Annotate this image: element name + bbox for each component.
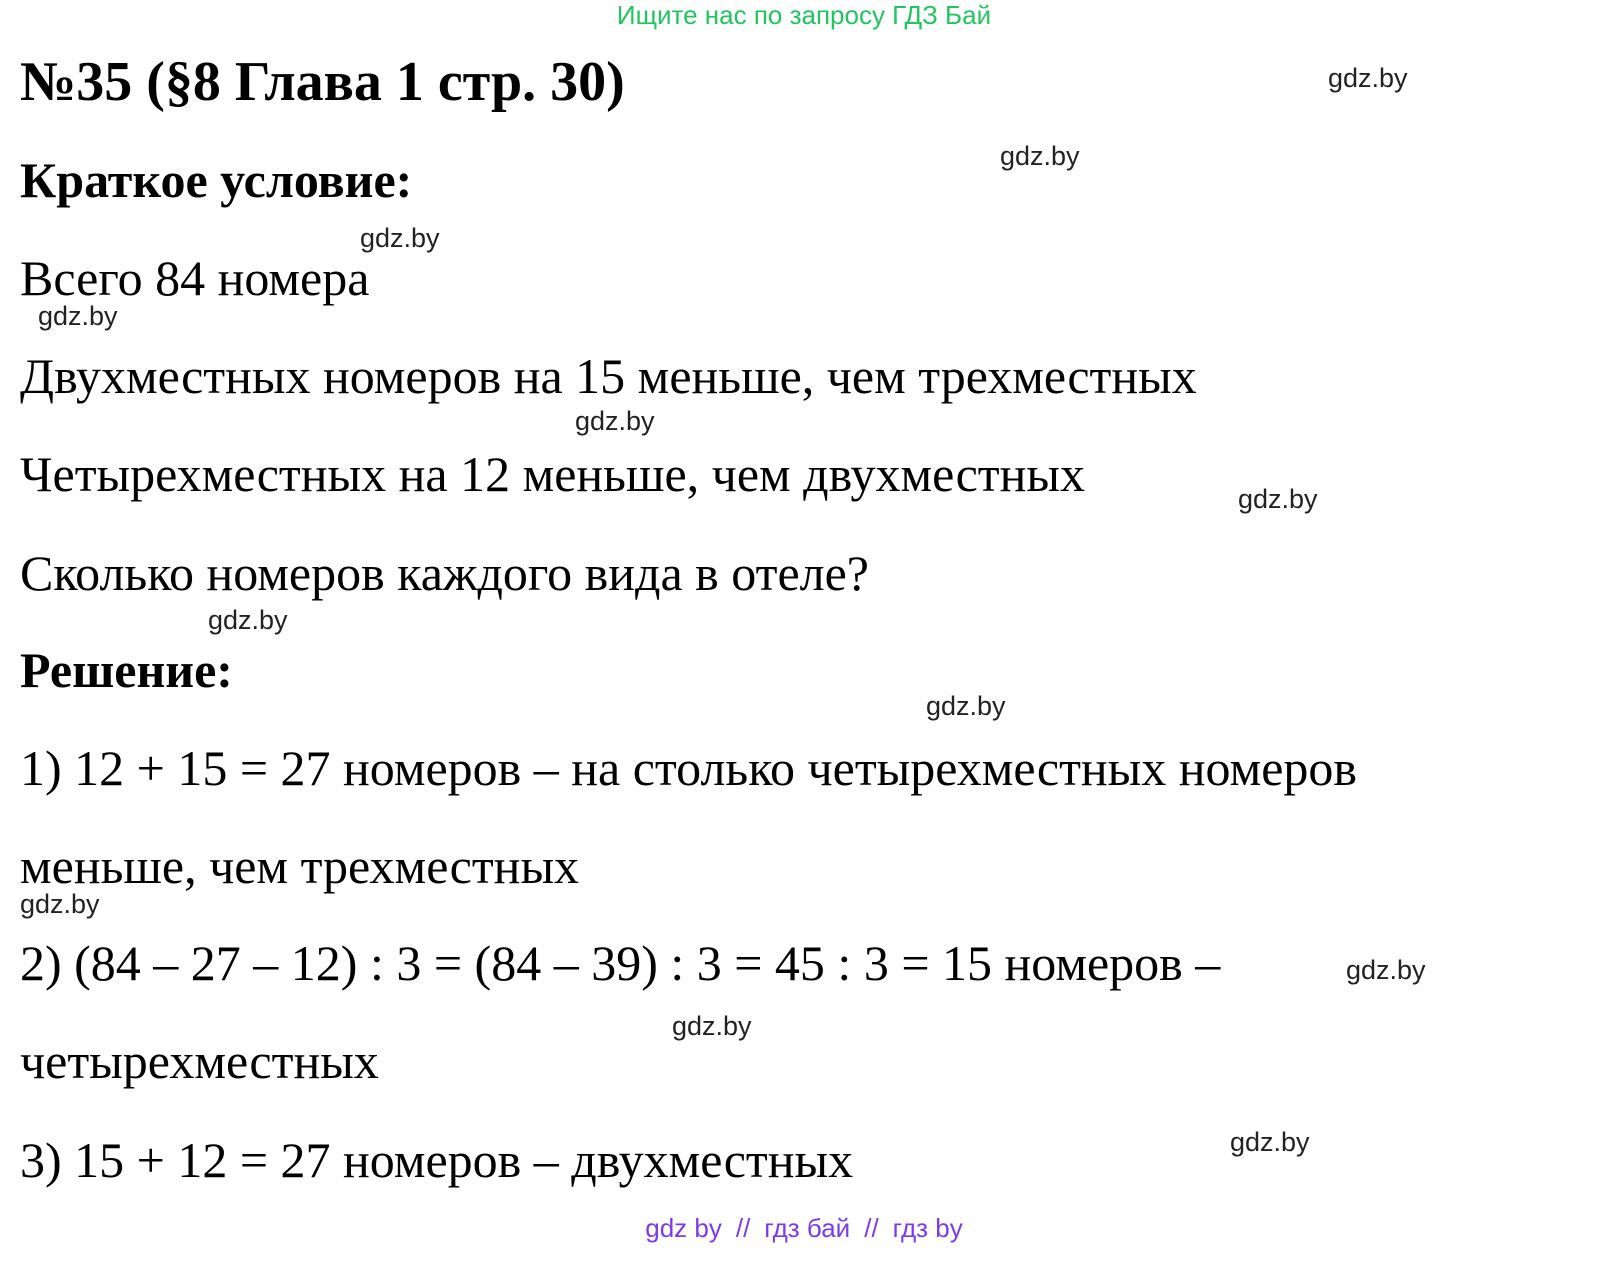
- watermark: gdz.by: [20, 889, 100, 919]
- condition-line-question: Сколько номеров каждого вида в отеле?: [20, 545, 869, 601]
- watermark: gdz.by: [208, 605, 288, 635]
- watermark: gdz.by: [1346, 955, 1426, 985]
- solution-step-3: 3) 15 + 12 = 27 номеров – двухместных: [20, 1132, 854, 1188]
- condition-line-double: Двухместных номеров на 15 меньше, чем трехместных: [20, 348, 1197, 404]
- top-banner: Ищите нас по запросу ГДЗ Бай: [616, 0, 992, 30]
- footer-link-gdz-by[interactable]: gdz by: [645, 1213, 722, 1243]
- solution-step-2: 2) (84 – 27 – 12) : 3 = (84 – 39) : 3 = 45 : 3 = 15 номеров –: [20, 935, 1221, 991]
- watermark: gdz.by: [672, 1011, 752, 1041]
- footer-link-gdz-bai[interactable]: гдз бай: [764, 1213, 851, 1243]
- watermark: gdz.by: [1000, 141, 1080, 171]
- solution-step-1-cont: меньше, чем трехместных: [20, 838, 580, 894]
- watermark: gdz.by: [360, 223, 440, 253]
- condition-heading: Краткое условие:: [20, 152, 413, 208]
- page-title: №35 (§8 Глава 1 стр. 30): [20, 51, 625, 113]
- footer-link-gdz-by-2[interactable]: гдз by: [892, 1213, 963, 1243]
- solution-heading: Решение:: [20, 642, 233, 698]
- solution-step-1: 1) 12 + 15 = 27 номеров – на столько четырехместных номеров: [20, 740, 1358, 796]
- footer: [0, 1212, 1608, 1244]
- solution-step-2-cont: четырехместных: [20, 1033, 379, 1089]
- watermark: gdz.by: [1238, 484, 1318, 514]
- watermark: gdz.by: [1230, 1127, 1310, 1157]
- condition-line-quad: Четырехместных на 12 меньше, чем двухместных: [20, 446, 1085, 502]
- watermark: gdz.by: [926, 691, 1006, 721]
- watermark: gdz.by: [575, 406, 655, 436]
- footer-separator: //: [735, 1213, 751, 1243]
- watermark: gdz.by: [38, 301, 118, 331]
- condition-line-total: Всего 84 номера: [20, 250, 370, 306]
- watermark: gdz.by: [1328, 63, 1408, 93]
- footer-separator: //: [864, 1213, 879, 1243]
